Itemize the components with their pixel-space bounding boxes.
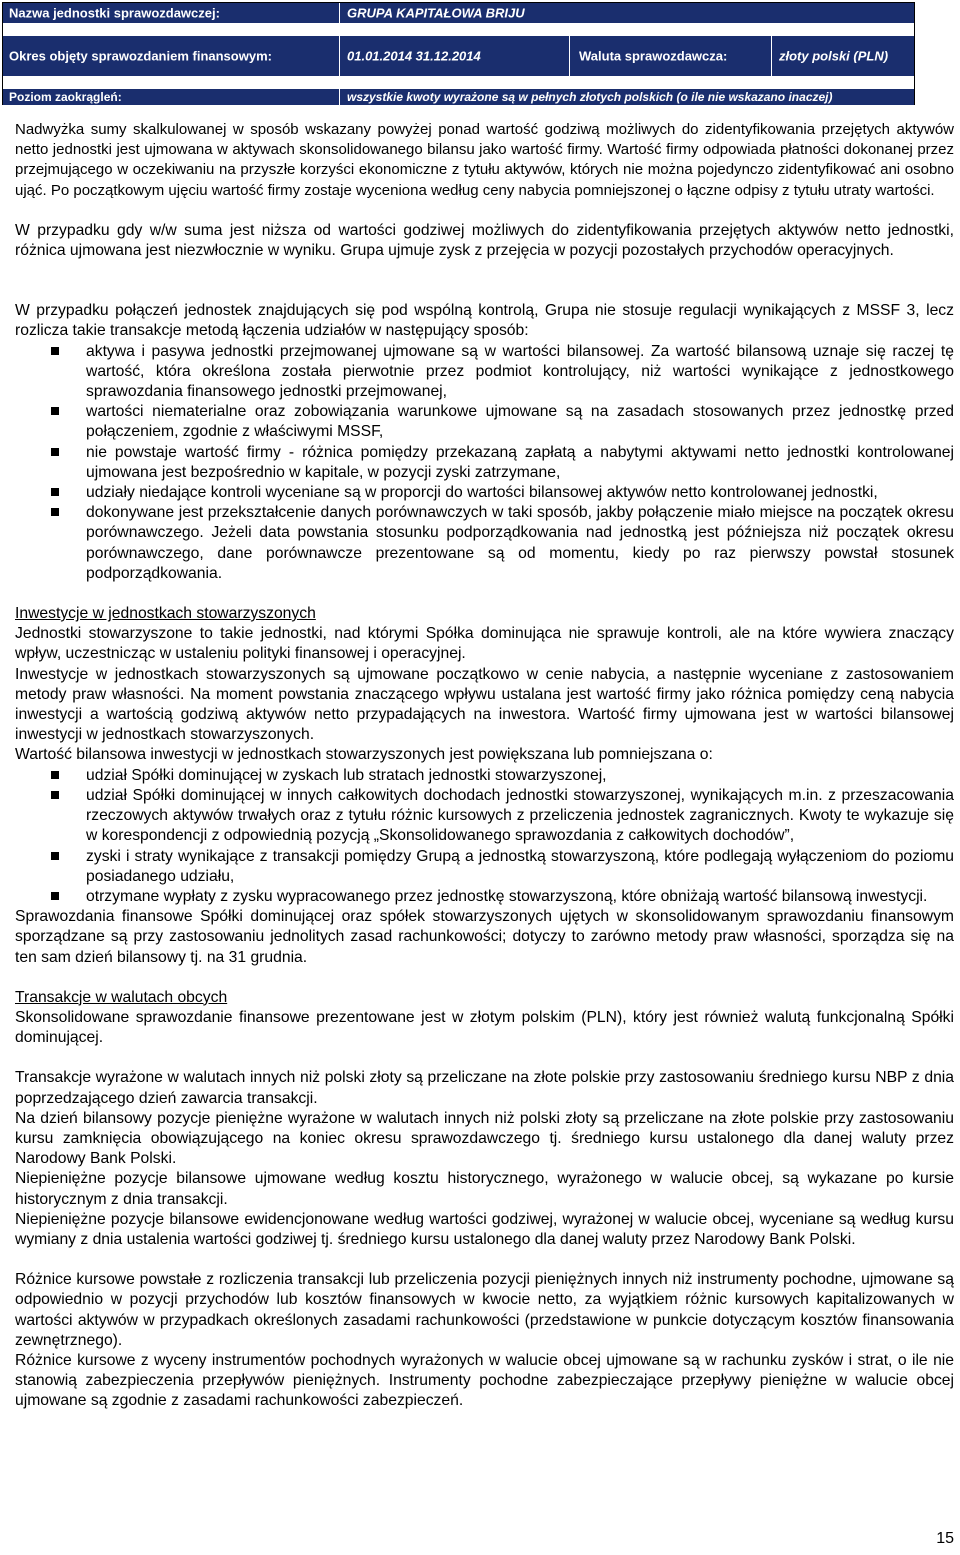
paragraph-associates-carrying-value: Wartość bilansowa inwestycji w jednostkach stowarzyszonych jest powiększana lub pomniejszana o: [15,746,713,764]
common-control-list [15,342,954,584]
bullet-icon [51,448,59,456]
bullet-icon [51,407,59,415]
page-number: 15 [936,1530,954,1547]
paragraph-bargain-purchase: W przypadku gdy w/w suma jest niższa od wartości godziwej możliwych do zidentyfikowania przejętych aktywów netto jednostki, różnica ujmowana jest niezwłocznie w wyniku. Grupa ujmuje zysk z przejęcia w pozycji pozostałych przychodów operacyjnych. [15,221,954,260]
paragraph-associates-measurement: Inwestycje w jednostkach stowarzyszonych są ujmowane początkowo w cenie nabycia, a następnie wyceniane z zastosowaniem metody praw własności. Na moment powstania znaczącego wpływu ustalana jest wartość firmy jako różnica pomiędzy ceną nabycia inwestycji a wartością godziwą aktywów netto przypadających na inwestora. Wartość firmy ujmowana jest w wartości bilansowej inwestycji w jednostkach stowarzyszonych. [15,665,954,744]
paragraph-fx-historical-cost: Niepieniężne pozycje bilansowe ujmowane według kosztu historycznego, wyrażonego w walucie obcej, są wykazane po kursie historycznym z dnia transakcji. [15,1170,954,1208]
paragraph-fx-derivatives: Różnice kursowe z wyceny instrumentów pochodnych wyrażonych w walucie obcej ujmowane są w rachunku zysków i strat, o ile nie stanowią zabezpieczenia przepływów pieniężnych. Instrumenty pochodne zabezpieczające przepływy pieniężne w walucie obcej ujmowane są zgodnie z zasadami rachunkowości zabezpieczeń. [15,1351,954,1410]
bullet-icon [51,771,59,779]
paragraph-goodwill: Nadwyżka sumy skalkulowanej w sposób wskazany powyżej ponad wartość godziwą możliwych do zidentyfikowania przejętych aktywów netto jednostki jest ujmowana w aktywach skonsolidowanego bilansu jako wartość firmy. Wartość firmy odpowiada płatności dokonanej przez przejmującego w oczekiwaniu na przyszłe korzyści ekonomiczne z tytułu aktywów, których nie można pojedynczo zidentyfikować ani osobno ująć. Po początkowym ujęciu wartość firmy zostaje wyceniona według ceny nabycia pomniejszonej o łączne odpisy z tytułu utraty wartości. [15,121,954,199]
header-row-period [3,36,914,76]
associates-list [15,766,954,907]
paragraph-functional-currency: Skonsolidowane sprawozdanie finansowe prezentowane jest w złotym polskim (PLN), który jest również walutą funkcjonalną Spółki dominującej. [15,1008,954,1047]
period-label: Okres objęty sprawozdaniem finansowym: [9,48,272,64]
rounding-label: Poziom zaokrągleń: [9,90,122,104]
entity-value: GRUPA KAPITAŁOWA BRIJU [347,5,525,21]
report-header [2,2,915,105]
rounding-value: wszystkie kwoty wyrażone są w pełnych złotych polskich (o ile nie wskazano inaczej) [347,90,833,104]
list-item: otrzymane wypłaty z zysku wypracowanego przez jednostkę stowarzyszoną, które obniżają wartość bilansową inwestycji. [15,887,954,907]
document-body [15,120,954,1412]
list-item: aktywa i pasywa jednostki przejmowanej ujmowane są w wartości bilansowej. Za wartość bilansową uznaje się raczej tę wartość, która określona została pierwotnie przez podmiot kontrolujący, niż wartości wynikające z jednostkowego sprawozdania finansowego jednostki przejmowanej, [15,342,954,403]
bullet-icon [51,488,59,496]
list-item: udziały niedające kontroli wyceniane są w proporcji do wartości bilansowej aktywów netto kontrolowanej jednostki, [15,483,954,503]
bullet-icon [51,892,59,900]
bullet-icon [51,791,59,799]
list-item: zyski i straty wynikające z transakcji pomiędzy Grupą a jednostką stowarzyszoną, które podlegają wyłączeniom do poziomu posiadanego udziału, [15,847,954,887]
period-value: 01.01.2014 31.12.2014 [347,48,481,64]
entity-label: Nazwa jednostki sprawozdawczej: [9,5,220,21]
currency-value: złoty polski (PLN) [779,48,889,64]
list-item: nie powstaje wartość firmy - różnica pomiędzy przekazaną zapłatą a nabytymi aktywami netto jednostki kontrolowanej ujmowana jest bezpośrednio w kapitale, w pozycji zyski zatrzymane, [15,443,954,483]
paragraph-fx-transactions: Transakcje wyrażone w walutach innych niż polski złoty są przeliczane na złote polskie przy zastosowaniu średniego kursu NBP z dnia poprzedzającego dzień zawarcia transakcji. [15,1069,954,1107]
list-item: udział Spółki dominującej w innych całkowitych dochodach jednostki stowarzyszonej, wynikających m.in. z przeszacowania rzeczowych aktywów trwałych oraz z tytułu różnic kursowych z przeliczenia jednostek zagranicznych. Kwoty te wykazuje się w korespondencji z odpowiednią pozycją „Skonsolidowanego sprawozdania z całkowitych dochodów”, [15,786,954,847]
header-row-rounding [3,89,914,105]
currency-label: Waluta sprawozdawcza: [579,48,728,64]
list-item: wartości niematerialne oraz zobowiązania warunkowe ujmowane są na zasadach stosowanych przez jednostkę przed połączeniem, zgodnie z właściwymi MSSF, [15,402,954,442]
header-row-entity [3,3,914,23]
bullet-icon [51,508,59,516]
section-heading-associates: Inwestycje w jednostkach stowarzyszonych [15,605,316,623]
list-item: udział Spółki dominującej w zyskach lub stratach jednostki stowarzyszonej, [15,766,954,786]
bullet-icon [51,347,59,355]
paragraph-fx-fair-value: Niepieniężne pozycje bilansowe ewidencjonowane według wartości godziwej, wyrażonej w walucie obcej, wyceniane są według kursu wymiany z dnia ustalenia wartości godziwej tj. średniego kursu ustalonego dla danej waluty przez Narodowy Bank Polski. [15,1210,954,1248]
paragraph-associates-definition: Jednostki stowarzyszone to takie jednostki, nad którymi Spółka dominująca nie sprawuje kontroli, ale na które wywiera znaczący wpływ, uczestnicząc w ustaleniu polityki finansowej i operacyjnej. [15,625,954,663]
bullet-icon [51,852,59,860]
paragraph-associates-reporting-date: Sprawozdania finansowe Spółki dominującej oraz spółek stowarzyszonych ujętych w skonsolidowanym sprawozdaniu finansowym sporządzane są przy zastosowaniu jednolitych zasad rachunkowości; dotyczy to zarówno metody praw własności, sporządza się na ten sam dzień bilansowy tj. na 31 grudnia. [15,908,954,966]
section-heading-foreign-currency: Transakcje w walutach obcych [15,988,228,1006]
paragraph-fx-monetary-items: Na dzień bilansowy pozycje pieniężne wyrażone w walutach innych niż polski złoty są przeliczane na złote polskie przy zastosowaniu kursu zamknięcia obowiązującego na koniec okresu sprawozdawczego tj. średniego kursu ustalonego dla danej waluty przez Narodowy Bank Polski. [15,1109,954,1168]
paragraph-fx-differences: Różnice kursowe powstałe z rozliczenia transakcji lub przeliczenia pozycji pieniężnych innych niż instrumenty pochodne, ujmowane są odpowiednio w pozycji przychodów lub kosztów finansowych w kwocie netto, za wyjątkiem różnic kursowych kapitalizowanych w wartości aktywów w przypadkach określonych zasadami rachunkowości (przedstawione w punkcie dotyczącym kosztów finansowania zewnętrznego). [15,1271,954,1349]
list-item: dokonywane jest przekształcenie danych porównawczych w taki sposób, jakby połączenie miało miejsce na początek okresu porównawczego. Jeżeli data powstania stosunku podporządkowania nad jednostką jest późniejsza niż początek okresu porównawczego, dane porównawcze prezentowane są od momentu, kiedy po raz pierwszy powstał stosunek podporządkowania. [15,503,954,584]
paragraph-common-control: W przypadku połączeń jednostek znajdujących się pod wspólną kontrolą, Grupa nie stosuje regulacji wynikających z MSSF 3, lecz rozlicza takie transakcje metodą łączenia udziałów w następujący sposób: [15,302,954,340]
